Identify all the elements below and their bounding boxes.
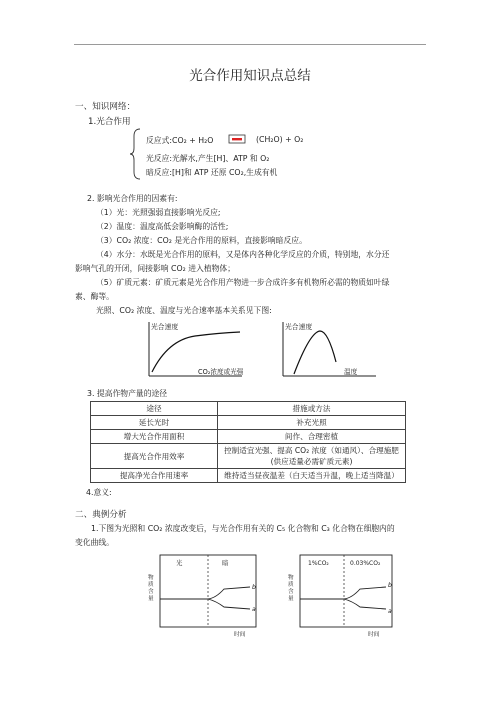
table-header: 措施或方法 xyxy=(218,402,406,416)
figB-a: a xyxy=(388,608,392,615)
figA-xlabel: 时间 xyxy=(234,632,246,638)
figA-curve-b xyxy=(160,587,250,599)
factor-5-cont: 素、酶等。 xyxy=(75,292,114,301)
figA-ylabel xyxy=(148,573,155,602)
figB-co2-high: 1%CO₂ xyxy=(308,560,329,567)
reaction-right: (CH₂O) + O₂ xyxy=(256,135,304,144)
figB-curve-a xyxy=(300,599,386,609)
item1-heading: 1.光合作用 xyxy=(88,117,131,127)
figA-b: b xyxy=(252,584,256,591)
table-cell: 提高光合作用效率 xyxy=(91,444,218,469)
figA-ylabel-2: 质 xyxy=(148,582,154,588)
figB-curve-b xyxy=(300,587,386,599)
figA-ylabel-3: 含 xyxy=(148,589,154,595)
reaction-left: 反应式:CO₂ + H₂O xyxy=(146,136,214,145)
table-cell: 延长光时 xyxy=(91,416,218,430)
figB-ylabel-4: 量 xyxy=(288,596,294,602)
figB-co2-low: 0.03%CO₂ xyxy=(350,560,381,567)
table-row xyxy=(91,469,406,483)
table-cell-line: (供应适量必需矿质元素) xyxy=(270,457,353,466)
graph2-ylabel: 光合速度 xyxy=(285,323,313,331)
graph-temperature xyxy=(274,318,380,382)
table-cell xyxy=(218,444,406,469)
figA-light: 光 xyxy=(176,559,183,567)
factor-3: （3）CO₂ 浓度：CO₂ 是光合作用的原料，直接影响暗反应。 xyxy=(96,236,307,245)
graph-intro: 光照、CO₂ 浓度、温度与光合速率基本关系见下图: xyxy=(96,306,272,315)
figB-ylabel-2: 质 xyxy=(288,582,294,588)
table-cell-line: 控制适宜光强、提高 CO₂ 浓度（如通风）、合理施肥 xyxy=(224,446,399,455)
page-title: 光合作用知识点总结 xyxy=(189,68,311,84)
question1-line1: 1.下图为光照和 CO₂ 浓度改变后，与光合作用有关的 C₅ 化合物和 C₃ 化合物在细胞内的 xyxy=(91,524,395,533)
figA-curve-a xyxy=(160,599,250,609)
item4-heading: 4.意义: xyxy=(86,488,112,497)
table-cell: 补充光照 xyxy=(218,416,406,430)
figA-ylabel-4: 量 xyxy=(148,596,154,602)
graph1-xlabel: CO₂浓度或光强 xyxy=(198,368,244,376)
table-row xyxy=(91,416,406,430)
yield-table xyxy=(90,401,406,483)
graph2-xlabel: 温度 xyxy=(344,368,358,376)
figB-ylabel-1: 物 xyxy=(288,575,294,581)
header-rule xyxy=(74,44,426,45)
table-row xyxy=(91,444,406,469)
graph1-ylabel: 光合速度 xyxy=(151,323,179,331)
factor-4-cont: 影响气孔的开闭，间接影响 CO₂ 进入植物体； xyxy=(75,264,236,273)
table-cell: 提高净光合作用速率 xyxy=(91,469,218,483)
item3-heading: 3. 提高作物产量的途径 xyxy=(87,389,168,398)
table-cell: 维持适当昼夜温差（白天适当升温，晚上适当降温） xyxy=(218,469,406,483)
temperature-curve xyxy=(294,331,336,374)
section2-heading: 二、典例分析 xyxy=(75,510,127,520)
table-cell: 增大光合作用面积 xyxy=(91,430,218,444)
figB-ylabel-3: 含 xyxy=(288,589,294,595)
figB-xlabel: 时间 xyxy=(368,632,380,638)
figure-co2-change xyxy=(286,551,396,639)
question1-line2: 变化曲线。 xyxy=(75,538,114,547)
table-row xyxy=(91,430,406,444)
figA-a: a xyxy=(252,606,256,613)
section1-heading: 一、知识网络： xyxy=(75,102,136,112)
table-header-row xyxy=(91,402,406,416)
graph-co2-light xyxy=(140,318,246,382)
brace-icon xyxy=(129,128,141,180)
dark-reaction-text: 暗反应:[H]和 ATP 还原 CO₂,生成有机 xyxy=(146,168,278,177)
factor-4: （4）水分：水既是光合作用的原料，又是体内各种化学反应的介质，特别地，水分还 xyxy=(96,250,390,259)
item2-heading: 2. 影响光合作用的因素有: xyxy=(87,194,178,203)
factor-1: （1）光：光照强弱直接影响光反应; xyxy=(96,208,221,217)
light-reaction-text: 光反应:光解水,产生[H]、ATP 和 O₂ xyxy=(146,154,270,163)
rate-curve xyxy=(152,332,240,372)
figB-ylabel xyxy=(288,573,295,602)
figA-dark: 暗 xyxy=(222,559,229,567)
table-cell: 间作、合理密植 xyxy=(218,430,406,444)
figB-b: b xyxy=(388,582,392,589)
figure-light-dark xyxy=(146,551,260,639)
figA-ylabel-1: 物 xyxy=(148,575,154,581)
enzyme-arrow-icon xyxy=(228,134,246,144)
factor-2: （2）温度：温度高低会影响酶的活性; xyxy=(96,222,229,231)
factor-5: （5）矿质元素：矿质元素是光合作用产物进一步合成许多有机物所必需的物质如叶绿 xyxy=(96,278,390,287)
table-header: 途径 xyxy=(91,402,218,416)
